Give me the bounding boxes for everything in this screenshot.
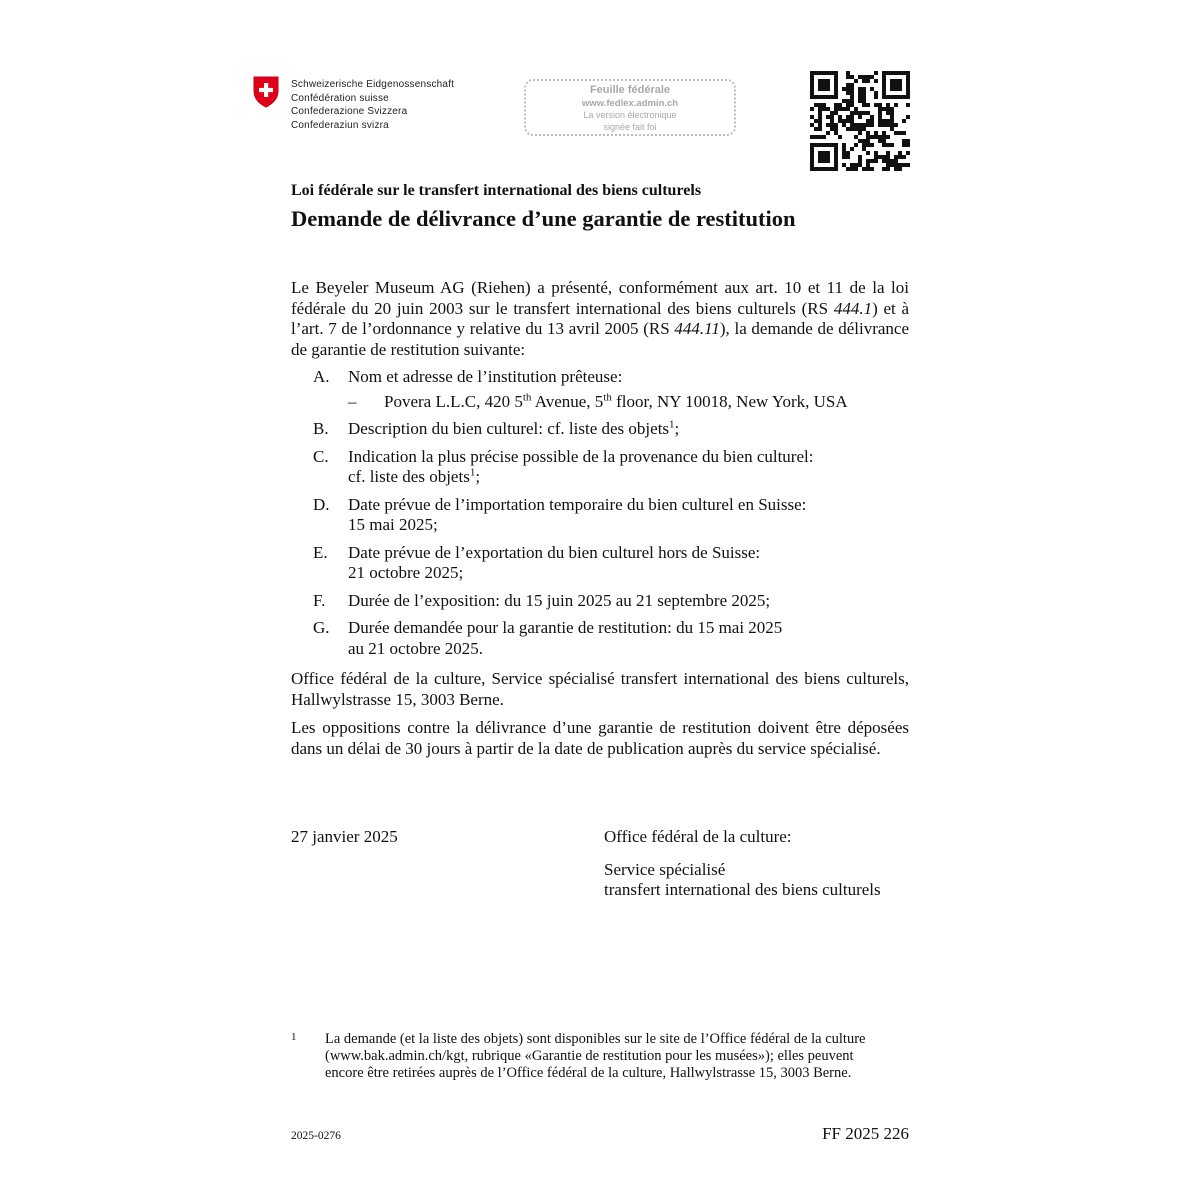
signature-service-2: transfert international des biens culturels xyxy=(604,880,881,899)
item-text-line-2: 21 octobre 2025; xyxy=(348,563,464,582)
item-text: Durée de l’exposition: du 15 juin 2025 au 21 septembre 2025; xyxy=(348,590,771,610)
confed-line-de: Schweizerische Eidgenossenschaft xyxy=(291,79,455,90)
item-end: ; xyxy=(674,419,680,438)
dash-bullet: – xyxy=(348,391,357,411)
footnote xyxy=(291,1031,891,1082)
page-title: Demande de délivrance d’une garantie de restitution xyxy=(291,206,796,231)
qr-code-icon xyxy=(810,71,910,171)
intro-paragraph xyxy=(291,278,909,360)
footnote-ref: 1 xyxy=(469,466,476,479)
office-paragraph: Office fédéral de la culture, Service spécialisé transfert international des biens culturels, Hallwylstrasse 15, 3003 Berne. xyxy=(291,669,909,709)
ordinal-suffix: th xyxy=(522,390,532,403)
opposition-paragraph: Les oppositions contre la délivrance d’une garantie de restitution doivent être déposées dans un délai de 30 jours à partir de la date de publication auprès du service spécialisé. xyxy=(291,718,909,758)
address-part: Povera L.L.C, 420 5 xyxy=(384,391,523,411)
list-item-e xyxy=(291,543,909,584)
ordinal-suffix: th xyxy=(603,390,612,403)
rs-number-1: 444.1 xyxy=(833,298,873,318)
confed-line-fr: Confédération suisse xyxy=(291,92,389,104)
request-items-list xyxy=(291,367,909,666)
footnote-ref: 1 xyxy=(669,418,675,431)
footnote-number: 1 xyxy=(291,1031,297,1043)
item-label: E. xyxy=(313,542,328,562)
item-end: ; xyxy=(475,467,481,486)
confed-line-rm: Confederaziun svizra xyxy=(291,119,389,131)
footnote-text: La demande (et la liste des objets) sont disponibles sur le site de l’Office fédéral de la culture (www.bak.admin.ch/kgt, rubrique «Garantie de restitution pour les musées»); elles peuvent encore être retirées auprès de l’Office fédéral de la culture, Hallwylstrasse 15, 3003 Berne. xyxy=(325,1031,866,1081)
list-item-d xyxy=(291,495,909,536)
item-text-line-1: Durée demandée pour la garantie de restitution: du 15 mai 2025 xyxy=(348,618,783,637)
intro-text-a: Le Beyeler Museum AG (Riehen) a présenté, conformément aux art. 10 et 11 de la loi fédérale du 20 juin 2003 sur le transfert international des biens culturels (RS xyxy=(291,278,909,318)
address-part: floor, NY 10018, New York, USA xyxy=(611,391,848,411)
item-text-line-1: Date prévue de l’exportation du bien culturel hors de Suisse: xyxy=(348,542,761,562)
item-text-line-1: Date prévue de l’importation temporaire du bien culturel en Suisse: xyxy=(348,494,807,514)
intro-text-c: ) et à l’art. 7 de l’ordonnance y relative du 13 avril 2005 (RS xyxy=(291,298,909,338)
item-text-line-1: Indication la plus précise possible de la provenance du bien culturel: xyxy=(348,446,814,466)
item-label: B. xyxy=(313,419,329,438)
swiss-coat-of-arms-icon xyxy=(253,76,279,108)
item-text-line-2: 15 mai 2025; xyxy=(348,515,438,534)
stamp-note-1: La version électronique xyxy=(583,110,677,120)
confed-line-it: Confederazione Svizzera xyxy=(291,106,408,117)
item-label: G. xyxy=(313,618,330,637)
stamp-note-2: signée fait foi xyxy=(603,121,657,132)
item-text: Description du bien culturel: cf. liste des objets xyxy=(348,419,670,438)
stamp-url: www.fedlex.admin.ch xyxy=(581,98,679,109)
item-label: F. xyxy=(313,590,326,610)
rs-number-2: 444.11 xyxy=(674,319,720,338)
item-text: cf. liste des objets xyxy=(348,467,470,486)
intro-text-e: ), la demande de délivrance de garantie de restitution suivante: xyxy=(291,319,909,359)
signature-block xyxy=(604,827,881,901)
document-reference: 2025-0276 xyxy=(291,1130,341,1142)
list-item-f xyxy=(291,591,909,612)
item-text-line-2 xyxy=(348,467,909,488)
electronic-signature-stamp xyxy=(524,79,736,136)
confederation-names xyxy=(291,78,454,132)
list-item-b xyxy=(291,419,909,440)
item-text-line-2: au 21 octobre 2025. xyxy=(348,638,484,658)
address-part: Avenue, 5 xyxy=(531,391,604,411)
item-label: A. xyxy=(313,367,330,386)
publication-date: 27 janvier 2025 xyxy=(291,827,398,846)
federal-gazette-reference: FF 2025 226 xyxy=(822,1124,909,1143)
stamp-title: Feuille fédérale xyxy=(589,84,671,96)
signature-office: Office fédéral de la culture: xyxy=(604,827,792,846)
law-title: Loi fédérale sur le transfert international des biens culturels xyxy=(291,182,702,199)
item-text: Nom et adresse de l’institution prêteuse: xyxy=(348,367,623,386)
list-item-a xyxy=(291,367,909,412)
lender-address xyxy=(348,392,909,413)
list-item-c xyxy=(291,447,909,488)
list-item-g xyxy=(291,618,909,659)
item-label: D. xyxy=(313,494,330,514)
signature-service: Service spécialisé xyxy=(604,859,726,879)
item-label: C. xyxy=(313,446,329,466)
